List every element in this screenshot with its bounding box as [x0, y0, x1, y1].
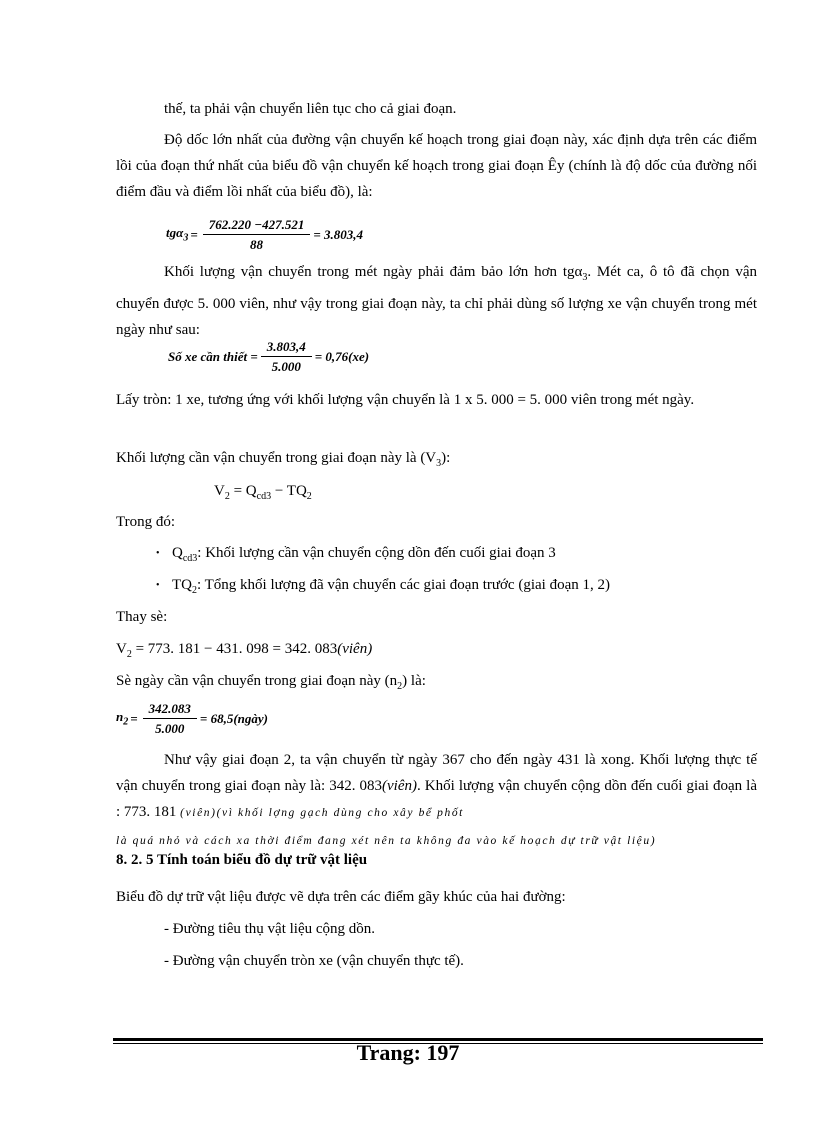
- equation-slope-lhs: tgα$_3$: [166, 225, 189, 244]
- paragraph-summary-note: là quá nhỏ và cách xa thời điểm đang xét nên ta không đa vào kế hoạch dự trữ vật liệu): [116, 835, 657, 847]
- equation-days-lhs: $n_2$: [116, 709, 129, 728]
- label-substitute: Thay sè:: [116, 609, 168, 625]
- equation-volume: $V_2 = Q_{cd3} - TQ_2$: [214, 483, 312, 502]
- paragraph-summary: Như vậy giai đoạn 2, ta vận chuyển từ ngày 367 cho đến ngày 431 là xong. Khối lượng thực tế vận chuyển trong giai đoạn này là: 342. 083(viên). Khối lượng vận chuyển cộng dồn đến cuối giai đoạn là : 773. 181 (viên)(vì khối lợng gạch dùng cho xây bể phốt: [116, 752, 758, 820]
- paragraph-days: Sè ngày cần vận chuyển trong giai đoạn này $(n_2)$ là:: [116, 673, 426, 692]
- section-heading: 8. 2. 5 Tính toán biểu đồ dự trữ vật liệu: [116, 852, 368, 868]
- equation-vehicles-result: = 0,76(xe): [314, 348, 370, 364]
- equation-days-result: = 68,5(ngày): [199, 710, 268, 726]
- paragraph-volume: Khối lượng cần vận chuyển trong giai đoạn này là $(V_3)$:: [116, 450, 451, 469]
- paragraph-slope: Độ dốc lớn nhất của đường vận chuyển kế hoạch trong giai đoạn này, xác định dựa trên các điểm lồi của đoạn thứ nhất của biểu đồ vận chuyển kế hoạch trong giai đoạn Êy (chính là độ dốc của đường nối điểm đầu và điểm lồi nhất của biểu đồ), là:: [116, 132, 757, 200]
- equation-days-fraction: $\frac{342.083}{5.000}$: [143, 700, 197, 737]
- equation-slope-result: = 3.803,4: [313, 226, 364, 242]
- label-where: Trong đó:: [116, 514, 176, 530]
- equation-substitution: $V_2 = 773$. 181 − 431. 098 = 342. 083(viên): [116, 641, 373, 660]
- bullet-icon: •: [156, 547, 160, 559]
- paragraph-chart-intro: Biểu đồ dự trữ vật liệu được vẽ dựa trên các điểm gãy khúc của hai đường:: [116, 889, 566, 905]
- bullet-item-qcd3: • $Q_{cd3}$: Khối lượng cần vận chuyển cộng dồn đến cuối giai đoạn 3: [156, 545, 556, 564]
- bullet-icon: •: [156, 579, 160, 591]
- paragraph-vehicle: Khối lượng vận chuyển trong mét ngày phải đảm bảo lớn hơn tgα$_3$. Mét ca, ô tô đã chọn vận chuyển được 5. 000 viên, như vậy trong giai đoạn này, ta chỉ phải dùng số lượng xe vận chuyển trong mét ngày như sau:: [116, 264, 757, 338]
- equation-vehicles-fraction: $\frac{3.803,4}{5.000}$: [261, 338, 312, 375]
- list-item-transport: - Đường vận chuyển tròn xe (vận chuyển thực tế).: [164, 953, 464, 969]
- paragraph-rounding: Lấy tròn: 1 xe, tương ứng với khối lượng vận chuyển là 1 x 5. 000 = 5. 000 viên trong mét ngày.: [116, 392, 695, 408]
- page-number: Trang: 197: [356, 1040, 460, 1065]
- bullet-item-tq2: • $TQ_2$: Tổng khối lượng đã vận chuyển các giai đoạn trước (giai đoạn 1, 2): [156, 577, 610, 596]
- equation-days: $n_2$ = $\frac{342.083}{5.000}$ = 68,5(ngày): [116, 701, 268, 736]
- paragraph-continuation: thế, ta phải vận chuyển liên tục cho cả giai đoạn.: [164, 101, 457, 117]
- equation-slope: tgα$_3$ = $\frac{762.220 -427.521}{88}$ = 3.803,4: [166, 217, 364, 252]
- equation-vehicles-lhs: Số xe cần thiết =: [168, 348, 258, 364]
- equation-vehicles: [168, 338, 369, 375]
- equation-slope-fraction: $\frac{762.220 -427.521}{88}$: [203, 216, 311, 253]
- list-item-consumption: - Đường tiêu thụ vật liệu cộng dồn.: [164, 921, 376, 937]
